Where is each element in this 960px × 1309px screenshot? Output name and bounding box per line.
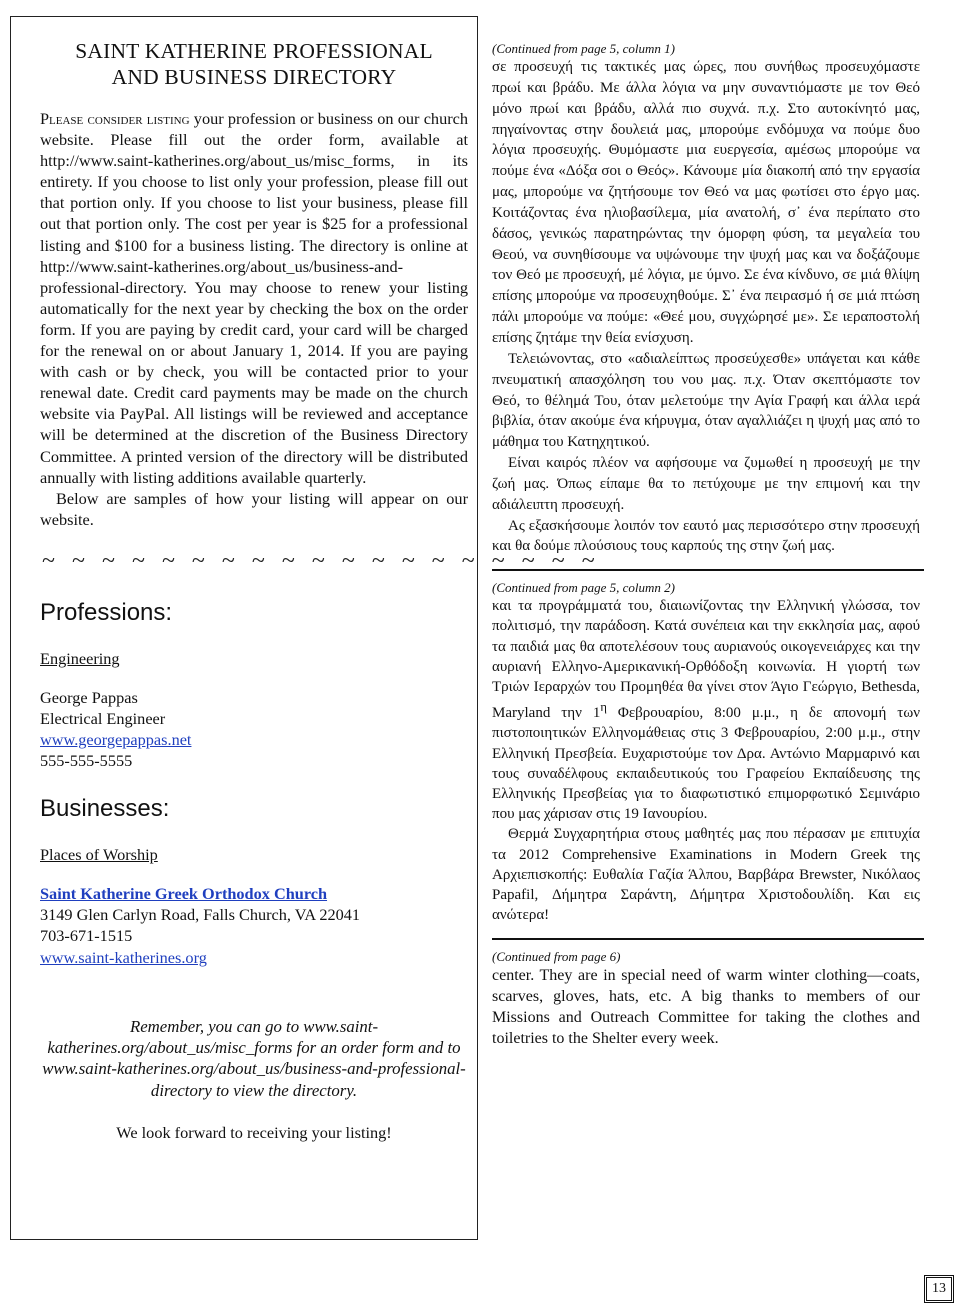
right-column (492, 40, 920, 1049)
section-divider-2 (492, 938, 924, 940)
samples-text: Below are samples of how your listing will appear on our website. (40, 488, 468, 529)
page-number: 13 (926, 1277, 952, 1301)
professions-category: Engineering (40, 648, 120, 668)
biz-phone: 703-671-1515 (40, 926, 133, 946)
greek-paragraph-6: Θερμά Συγχαρητήρια στους μαθητές μας που πέρασαν με επιτυχία τα 2012 Comprehensive Examinations in Modern Greek της Αρχιεπισκοπής: Ευθαλία Γαζία Άλπου, Βαρβάρα Brewster, Νικόλαος Papafil, Δήμητρα Σαράντη, Δήμητρα Χριστοδουλίδη. Και εις ανώτερα! (492, 826, 920, 924)
professions-heading: Professions: (40, 598, 173, 626)
prof-phone: 555-555-5555 (40, 751, 133, 771)
directory-title: SAINT KATHERINE PROFESSIONAL AND BUSINESS DIRECTORY (75, 39, 433, 89)
continued-label-2: (Continued from page 5, column 2) (492, 580, 675, 596)
biz-address: 3149 Glen Carlyn Road, Falls Church, VA 22041 (40, 905, 361, 925)
businesses-category: Places of Worship (40, 845, 158, 865)
continued-label-3: (Continued from page 6) (492, 948, 621, 964)
prof-website-link[interactable]: www.georgepappas.net (40, 730, 192, 750)
continued-label-1: (Continued from page 5, column 1) (492, 41, 675, 56)
english-paragraph: center. They are in special need of warm winter clothing—coats, scarves, gloves, hats, etc. A big thanks to members of our Missions and Outreach Committee for taking the clothes and toiletries to the Shelter every week. (492, 966, 920, 1048)
businesses-heading: Businesses: (40, 795, 170, 823)
directory-intro: Please consider listing your profession or business on our church website. Please fill out the order form, available at http://www.saint-katherines.org/about_us/misc_forms, in its entirety. If you choose to list only your profession, please fill out that portion only. If you choose to list your business, please fill out that portion only. The cost per year is $25 for a professional listing and $100 for a business listing. The directory is online at http://www.saint-katherines.org/about_us/business-and-professional-directory. You may choose to renew your listing automatically for the next year by checking the box on the order form. If you are paying by credit card, your card will be charged for the renewal on or about January 1, 2014. If you are paying with cash or by check, you will be contacted prior to your renewal date. Credit card payments may be made on the church website via PayPal. All listings will be reviewed and acceptance will be determined at the discretion of the Business Directory Committee. A printed version of the directory will be distributed annually with listing additions available quarterly. (40, 109, 469, 487)
prof-name: George Pappas (40, 687, 138, 707)
tilde-divider: ~ ~ ~ ~ ~ ~ ~ ~ ~ ~ ~ ~ ~ ~ ~ ~ ~ ~ ~ (42, 547, 601, 574)
section-divider-1 (492, 569, 924, 571)
prof-title: Electrical Engineer (40, 708, 166, 728)
biz-name-link[interactable]: Saint Katherine Greek Orthodox Church (40, 884, 328, 904)
biz-website-link[interactable]: www.saint-katherines.org (40, 947, 207, 967)
greek-paragraph-1: σε προσευχή τις τακτικές μας ώρες, που συνήθως προσευχόμαστε πρωί και βράδυ. Με άλλα λόγια να μην συναντιόμαστε με τον Θεό μόνο πρωί και βράδυ, αλλά πιο συχνά. π.χ. Στο αυτοκίνητό μας, πηγαίνοντας στην δουλειά μας, μπορούμε ενδόμυχα να πούμε δυο λόγια προσευχής. Θυμόμαστε μια ευεργεσία, αμέσως μπορούμε να πούμε ένα «Δόξα σοι ο Θεός». Κάνουμε μία διακοπή από την εργασία μας, μπορούμε να ζητήσουμε τον Θεό να μας φωτίσει στο έργο μας. Κοιτάζοντας ένα ηλιοβασίλεμα, μία ανατολή, σ᾽ ένα περίπατο στο δάσος, γενικώς παρατηρώντας την όμορφη φύση, τα μεγαλεία του Θεού, να συνηθίσουμε να υψώνουμε την ψυχή μας και να δοξάζουμε τον Θεό με προσευχή, μέ λόγια, με ύμνο. Σε ένα κίνδυνο, σε μιά θλίψη επίσης μπορούμε να προσευχηθούμε. Σ᾽ ένα πειρασμό ή σε μιά πτώση πάλι μπορούμε να πούμε: «Θεέ μου, συγχώρησέ με». Σε ιεραποστολή επίσης ζητάμε την θεία ενίσχυση. (492, 59, 920, 346)
reminder-text: Remember, you can go to www.saint-katherines.org/about_us/misc_forms for an order form and to www.saint-katherines.org/about_us/business-and-professional-directory to view the directory. (42, 1016, 466, 1100)
greek-paragraph-2: Τελειώνοντας, στο «αδιαλείπτως προσεύχεσθε» υπάγεται και κάθε πνευματική απασχόληση του νου μας. π.χ. Όταν σκεπτόμαστε τον Θεό, το θέλημά Του, όταν μελετούμε την Αγία Γραφή και άλλα ιερά βιβλία, όταν ακούμε ένα κήρυγμα, όταν αγαλλιάζει η ψυχή μας από το μάθημα του Κατηχητικού. (492, 350, 920, 451)
greek-paragraph-3: Είναι καιρός πλέον να αφήσουμε να ζυμωθεί η προσευχή με την ζωή μας. Όπως είπαμε θα το πετύχουμε με την επιμονή και την αδιάλειπτη προσευχή. (492, 455, 920, 513)
closing-text: We look forward to receiving your listing! (116, 1123, 392, 1143)
greek-paragraph-5: και τα προγράμματά του, διαιωνίζοντας την Ελληνική γλώσσα, τον πολιτισμό, την παράδοση. Κατά συνέπεια και την εκκλησία μας, αφού τα παιδιά μας θα αποτελέσουν τους αυριανούς οικογενειάρχες και την αυριανή Ελληνο-Αμερικανική-Ορθόδοξη κοινωνία. Η γιορτή των Τριών Ιεραρχών του Προμηθέα θα γίνει στον Άγιο Γεώργιο, Bethesda, Maryland την $1^\eta$ Φεβρουαρίου, 8:00 μ.μ., η δε απονομή των πιστοποιητικών Ελληνομάθειας στις 3 Φεβρουαρίου, 2:00 μ.μ., στην Ελληνική Πρεσβεία. Ευχαριστούμε τον Δρα. Αντώνιο Μαρμαρινό και τους συναδέλφους εκπαιδευτικούς του Γραφείου Εκπαίδευσης της Ελληνικής Πρεσβείας για το διαφωτιστικό επιμορφωτικό Σεμινάριο που μας χάρισαν στις 19 Ιανουρίου. (492, 598, 920, 823)
greek-paragraph-4: Ας εξασκήσουμε λοιπόν τον εαυτό μας περισσότερο στην προσευχή και θα δούμε πλούσιους τους καρπούς της στην ζωή μας. (492, 517, 920, 555)
business-entry (40, 883, 468, 967)
profession-entry (40, 687, 468, 771)
